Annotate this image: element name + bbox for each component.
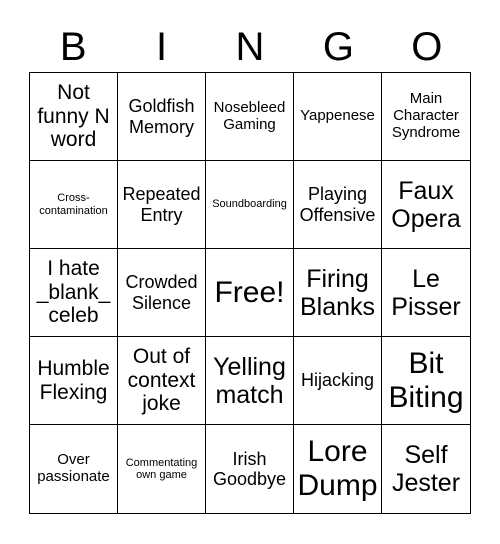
bingo-cell-2-5[interactable] [382, 161, 470, 249]
bingo-cell-5-4[interactable] [294, 425, 382, 513]
cell-label: Out of context joke [127, 345, 196, 416]
cell-label: Yappenese [300, 107, 375, 125]
cell-label: Playing Offensive [299, 184, 376, 225]
cell-label: Not funny N word [37, 81, 110, 152]
cell-label: Repeated Entry [122, 184, 201, 225]
cell-label: Yelling match [213, 352, 286, 409]
bingo-cell-2-2[interactable] [118, 161, 206, 249]
cell-label: Bit Biting [388, 346, 464, 414]
header-letter-g: G [322, 25, 354, 69]
cell-label: Le Pisser [391, 264, 461, 321]
bingo-cell-3-1[interactable] [30, 249, 118, 337]
bingo-cell-3-4[interactable] [294, 249, 382, 337]
cell-label: Humble Flexing [37, 356, 110, 404]
bingo-cell-4-2[interactable] [118, 337, 206, 425]
header-letter-b: B [59, 25, 87, 69]
cell-label: Lore Dump [297, 435, 378, 502]
bingo-cell-4-4[interactable] [294, 337, 382, 425]
header-letter-o: O [411, 25, 443, 69]
cell-label: Self Jester [391, 441, 461, 497]
bingo-header [29, 22, 471, 72]
cell-label: Faux Opera [391, 176, 461, 233]
free-space-label: Free! [214, 275, 285, 309]
bingo-cell-1-1[interactable] [30, 73, 118, 161]
bingo-board [29, 72, 471, 514]
cell-label: Crowded Silence [125, 272, 198, 313]
bingo-cell-3-3[interactable] [206, 249, 294, 337]
bingo-cell-1-4[interactable] [294, 73, 382, 161]
bingo-cell-4-3[interactable] [206, 337, 294, 425]
bingo-cell-1-2[interactable] [118, 73, 206, 161]
cell-label: Nosebleed Gaming [213, 98, 286, 133]
bingo-cell-1-3[interactable] [206, 73, 294, 161]
bingo-cell-2-3[interactable] [206, 161, 294, 249]
cell-label: Commentating own game [125, 456, 198, 481]
cell-label: Over passionate [37, 451, 110, 485]
cell-label: Cross-contamination [39, 192, 108, 217]
cell-label: Goldfish Memory [128, 96, 195, 137]
header-letter-i: I [156, 25, 168, 69]
bingo-cell-3-2[interactable] [118, 249, 206, 337]
bingo-cell-2-4[interactable] [294, 161, 382, 249]
cell-label: Main Character Syndrome [391, 90, 461, 141]
cell-label: Irish Goodbye [212, 448, 287, 489]
bingo-cell-4-5[interactable] [382, 337, 470, 425]
cell-label: Firing Blanks [299, 264, 376, 321]
bingo-cell-3-5[interactable] [382, 249, 470, 337]
bingo-cell-5-3[interactable] [206, 425, 294, 513]
cell-label: Hijacking [300, 370, 375, 391]
bingo-cell-5-2[interactable] [118, 425, 206, 513]
bingo-cell-2-1[interactable] [30, 161, 118, 249]
bingo-cell-5-5[interactable] [382, 425, 470, 513]
header-letter-n: N [235, 25, 265, 69]
bingo-cell-5-1[interactable] [30, 425, 118, 513]
cell-label: I hate _blank_ celeb [36, 257, 111, 328]
bingo-cell-1-5[interactable] [382, 73, 470, 161]
cell-label: Soundboarding [212, 198, 287, 211]
bingo-cell-4-1[interactable] [30, 337, 118, 425]
